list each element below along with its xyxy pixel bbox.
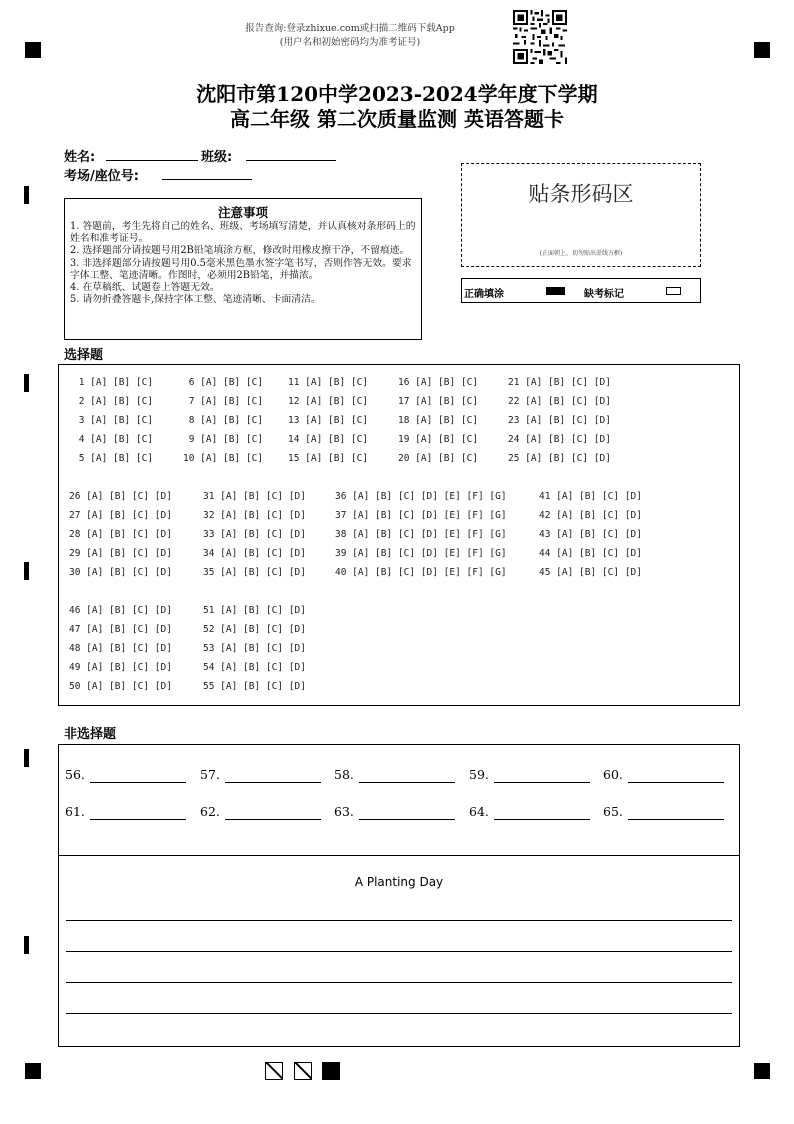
blank-label-58: 58.	[334, 767, 354, 782]
question-43-options[interactable]: 43 [A] [B] [C] [D]	[539, 529, 642, 540]
question-49-options[interactable]: 49 [A] [B] [C] [D]	[69, 662, 172, 673]
question-35-options[interactable]: 35 [A] [B] [C] [D]	[203, 567, 306, 578]
blank-label-65: 65.	[603, 804, 623, 819]
question-42-options[interactable]: 42 [A] [B] [C] [D]	[539, 510, 642, 521]
question-3-options[interactable]: 3 [A] [B] [C]	[73, 415, 154, 426]
notice-item: 3. 非选择题部分请按题号用0.5毫米黑色墨水签字笔书写，否则作答无效。要求字体工整、笔迹清晰。作图时，必须用2B铅笔，并描浓。	[70, 257, 412, 281]
essay-title: A Planting Day	[354, 875, 444, 889]
corner-mark-bottom-left	[25, 1063, 41, 1079]
question-19-options[interactable]: 19 [A] [B] [C]	[398, 434, 479, 445]
question-22-options[interactable]: 22 [A] [B] [C] [D]	[508, 396, 611, 407]
question-46-options[interactable]: 46 [A] [B] [C] [D]	[69, 605, 172, 616]
blank-label-63: 63.	[334, 804, 354, 819]
question-38-options[interactable]: 38 [A] [B] [C] [D] [E] [F] [G]	[335, 529, 507, 540]
question-27-options[interactable]: 27 [A] [B] [C] [D]	[69, 510, 172, 521]
question-48-options[interactable]: 48 [A] [B] [C] [D]	[69, 643, 172, 654]
blank-label-60: 60.	[603, 767, 623, 782]
question-21-options[interactable]: 21 [A] [B] [C] [D]	[508, 377, 611, 388]
question-28-options[interactable]: 28 [A] [B] [C] [D]	[69, 529, 172, 540]
question-18-options[interactable]: 18 [A] [B] [C]	[398, 415, 479, 426]
blank-answer-line-56[interactable]	[90, 782, 186, 783]
name-field[interactable]	[106, 160, 198, 161]
question-53-options[interactable]: 53 [A] [B] [C] [D]	[203, 643, 306, 654]
question-12-options[interactable]: 12 [A] [B] [C]	[288, 396, 369, 407]
class-label: 班级:	[201, 150, 233, 165]
side-timing-mark	[24, 186, 29, 204]
barcode-area-hint: (正面朝上，切勿贴出虚线方框)	[539, 250, 623, 257]
exam-title-line-2: 高二年级 第二次质量监测 英语答题卡	[230, 107, 564, 131]
question-55-options[interactable]: 55 [A] [B] [C] [D]	[203, 681, 306, 692]
login-hint-line: (用户名和初始密码均为准考证号)	[279, 37, 421, 48]
blank-label-56: 56.	[65, 767, 85, 782]
blank-answer-line-62[interactable]	[225, 819, 321, 820]
blank-answer-line-64[interactable]	[494, 819, 590, 820]
question-10-options[interactable]: 10 [A] [B] [C]	[183, 453, 264, 464]
question-52-options[interactable]: 52 [A] [B] [C] [D]	[203, 624, 306, 635]
blank-label-59: 59.	[469, 767, 489, 782]
non-choice-section-label: 非选择题	[64, 727, 117, 742]
question-39-options[interactable]: 39 [A] [B] [C] [D] [E] [F] [G]	[335, 548, 507, 559]
blank-answer-line-58[interactable]	[359, 782, 455, 783]
question-14-options[interactable]: 14 [A] [B] [C]	[288, 434, 369, 445]
essay-writing-line[interactable]	[66, 1013, 732, 1014]
question-1-options[interactable]: 1 [A] [B] [C]	[73, 377, 154, 388]
fill-legend	[461, 278, 701, 303]
blank-answer-line-63[interactable]	[359, 819, 455, 820]
report-query-note	[200, 22, 500, 50]
question-4-options[interactable]: 4 [A] [B] [C]	[73, 434, 154, 445]
side-timing-mark	[24, 374, 29, 392]
question-37-options[interactable]: 37 [A] [B] [C] [D] [E] [F] [G]	[335, 510, 507, 521]
question-29-options[interactable]: 29 [A] [B] [C] [D]	[69, 548, 172, 559]
side-timing-mark	[24, 749, 29, 767]
question-34-options[interactable]: 34 [A] [B] [C] [D]	[203, 548, 306, 559]
class-field[interactable]	[246, 160, 336, 161]
absent-mark-label: 缺考标记	[584, 289, 624, 300]
notice-item: 2. 选择题部分请按题号用2B铅笔填涂方框，修改时用橡皮擦干净，不留痕迹。	[70, 245, 410, 257]
question-31-options[interactable]: 31 [A] [B] [C] [D]	[203, 491, 306, 502]
question-24-options[interactable]: 24 [A] [B] [C] [D]	[508, 434, 611, 445]
blank-label-62: 62.	[200, 804, 220, 819]
name-label: 姓名:	[64, 150, 96, 165]
question-17-options[interactable]: 17 [A] [B] [C]	[398, 396, 479, 407]
blank-answer-line-61[interactable]	[90, 819, 186, 820]
page-marker-solid	[322, 1062, 340, 1080]
question-40-options[interactable]: 40 [A] [B] [C] [D] [E] [F] [G]	[335, 567, 507, 578]
question-23-options[interactable]: 23 [A] [B] [C] [D]	[508, 415, 611, 426]
question-20-options[interactable]: 20 [A] [B] [C]	[398, 453, 479, 464]
blank-answer-line-60[interactable]	[628, 782, 724, 783]
question-51-options[interactable]: 51 [A] [B] [C] [D]	[203, 605, 306, 616]
question-15-options[interactable]: 15 [A] [B] [C]	[288, 453, 369, 464]
question-6-options[interactable]: 6 [A] [B] [C]	[183, 377, 264, 388]
notice-list	[65, 221, 421, 306]
question-36-options[interactable]: 36 [A] [B] [C] [D] [E] [F] [G]	[335, 491, 507, 502]
question-16-options[interactable]: 16 [A] [B] [C]	[398, 377, 479, 388]
barcode-area-title: 贴条形码区	[528, 182, 634, 206]
question-54-options[interactable]: 54 [A] [B] [C] [D]	[203, 662, 306, 673]
report-query-line: 报告查询:登录zhixue.com或扫描二维码下载App	[245, 23, 455, 34]
question-26-options[interactable]: 26 [A] [B] [C] [D]	[69, 491, 172, 502]
corner-mark-top-left	[25, 42, 41, 58]
essay-writing-line[interactable]	[66, 951, 732, 952]
question-5-options[interactable]: 5 [A] [B] [C]	[73, 453, 154, 464]
question-41-options[interactable]: 41 [A] [B] [C] [D]	[539, 491, 642, 502]
section-divider	[59, 855, 739, 856]
question-47-options[interactable]: 47 [A] [B] [C] [D]	[69, 624, 172, 635]
side-timing-mark	[24, 936, 29, 954]
blank-answer-line-57[interactable]	[225, 782, 321, 783]
notice-title: 注意事项	[217, 205, 268, 220]
question-9-options[interactable]: 9 [A] [B] [C]	[183, 434, 264, 445]
choice-answer-area	[58, 364, 740, 706]
question-33-options[interactable]: 33 [A] [B] [C] [D]	[203, 529, 306, 540]
question-7-options[interactable]: 7 [A] [B] [C]	[183, 396, 264, 407]
blank-label-61: 61.	[65, 804, 85, 819]
seat-field[interactable]	[162, 179, 252, 180]
essay-writing-line[interactable]	[66, 920, 732, 921]
corner-mark-top-right	[754, 42, 770, 58]
blank-label-64: 64.	[469, 804, 489, 819]
exam-title-line-1: 沈阳市第120中学2023-2024学年度下学期	[196, 82, 598, 106]
notice-item: 1. 答题前，考生先将自己的姓名、班级、考场填写清楚，并认真核对条形码上的姓名和准考证号。	[70, 221, 416, 245]
question-45-options[interactable]: 45 [A] [B] [C] [D]	[539, 567, 642, 578]
page-marker-slash	[265, 1062, 283, 1080]
notice-item: 5. 请勿折叠答题卡,保持字体工整、笔迹清晰、卡面清洁。	[70, 294, 321, 306]
barcode-area[interactable]	[461, 163, 701, 267]
notice-box	[64, 198, 422, 340]
correct-fill-sample	[546, 287, 565, 295]
corner-mark-bottom-right	[754, 1063, 770, 1079]
essay-writing-line[interactable]	[66, 982, 732, 983]
choice-section-label: 选择题	[64, 348, 104, 363]
seat-label: 考场/座位号:	[64, 169, 139, 184]
notice-item: 4. 在草稿纸、试题卷上答题无效。	[70, 282, 220, 294]
blank-answer-line-59[interactable]	[494, 782, 590, 783]
question-25-options[interactable]: 25 [A] [B] [C] [D]	[508, 453, 611, 464]
non-choice-answer-area	[58, 744, 740, 1047]
question-8-options[interactable]: 8 [A] [B] [C]	[183, 415, 264, 426]
question-30-options[interactable]: 30 [A] [B] [C] [D]	[69, 567, 172, 578]
page-marker-slash	[294, 1062, 312, 1080]
question-44-options[interactable]: 44 [A] [B] [C] [D]	[539, 548, 642, 559]
absent-mark-checkbox[interactable]	[666, 287, 681, 295]
question-32-options[interactable]: 32 [A] [B] [C] [D]	[203, 510, 306, 521]
correct-fill-label: 正确填涂	[464, 289, 504, 300]
question-11-options[interactable]: 11 [A] [B] [C]	[288, 377, 369, 388]
qr-code-icon[interactable]	[513, 10, 567, 64]
question-13-options[interactable]: 13 [A] [B] [C]	[288, 415, 369, 426]
question-50-options[interactable]: 50 [A] [B] [C] [D]	[69, 681, 172, 692]
side-timing-mark	[24, 562, 29, 580]
blank-label-57: 57.	[200, 767, 220, 782]
blank-answer-line-65[interactable]	[628, 819, 724, 820]
question-2-options[interactable]: 2 [A] [B] [C]	[73, 396, 154, 407]
